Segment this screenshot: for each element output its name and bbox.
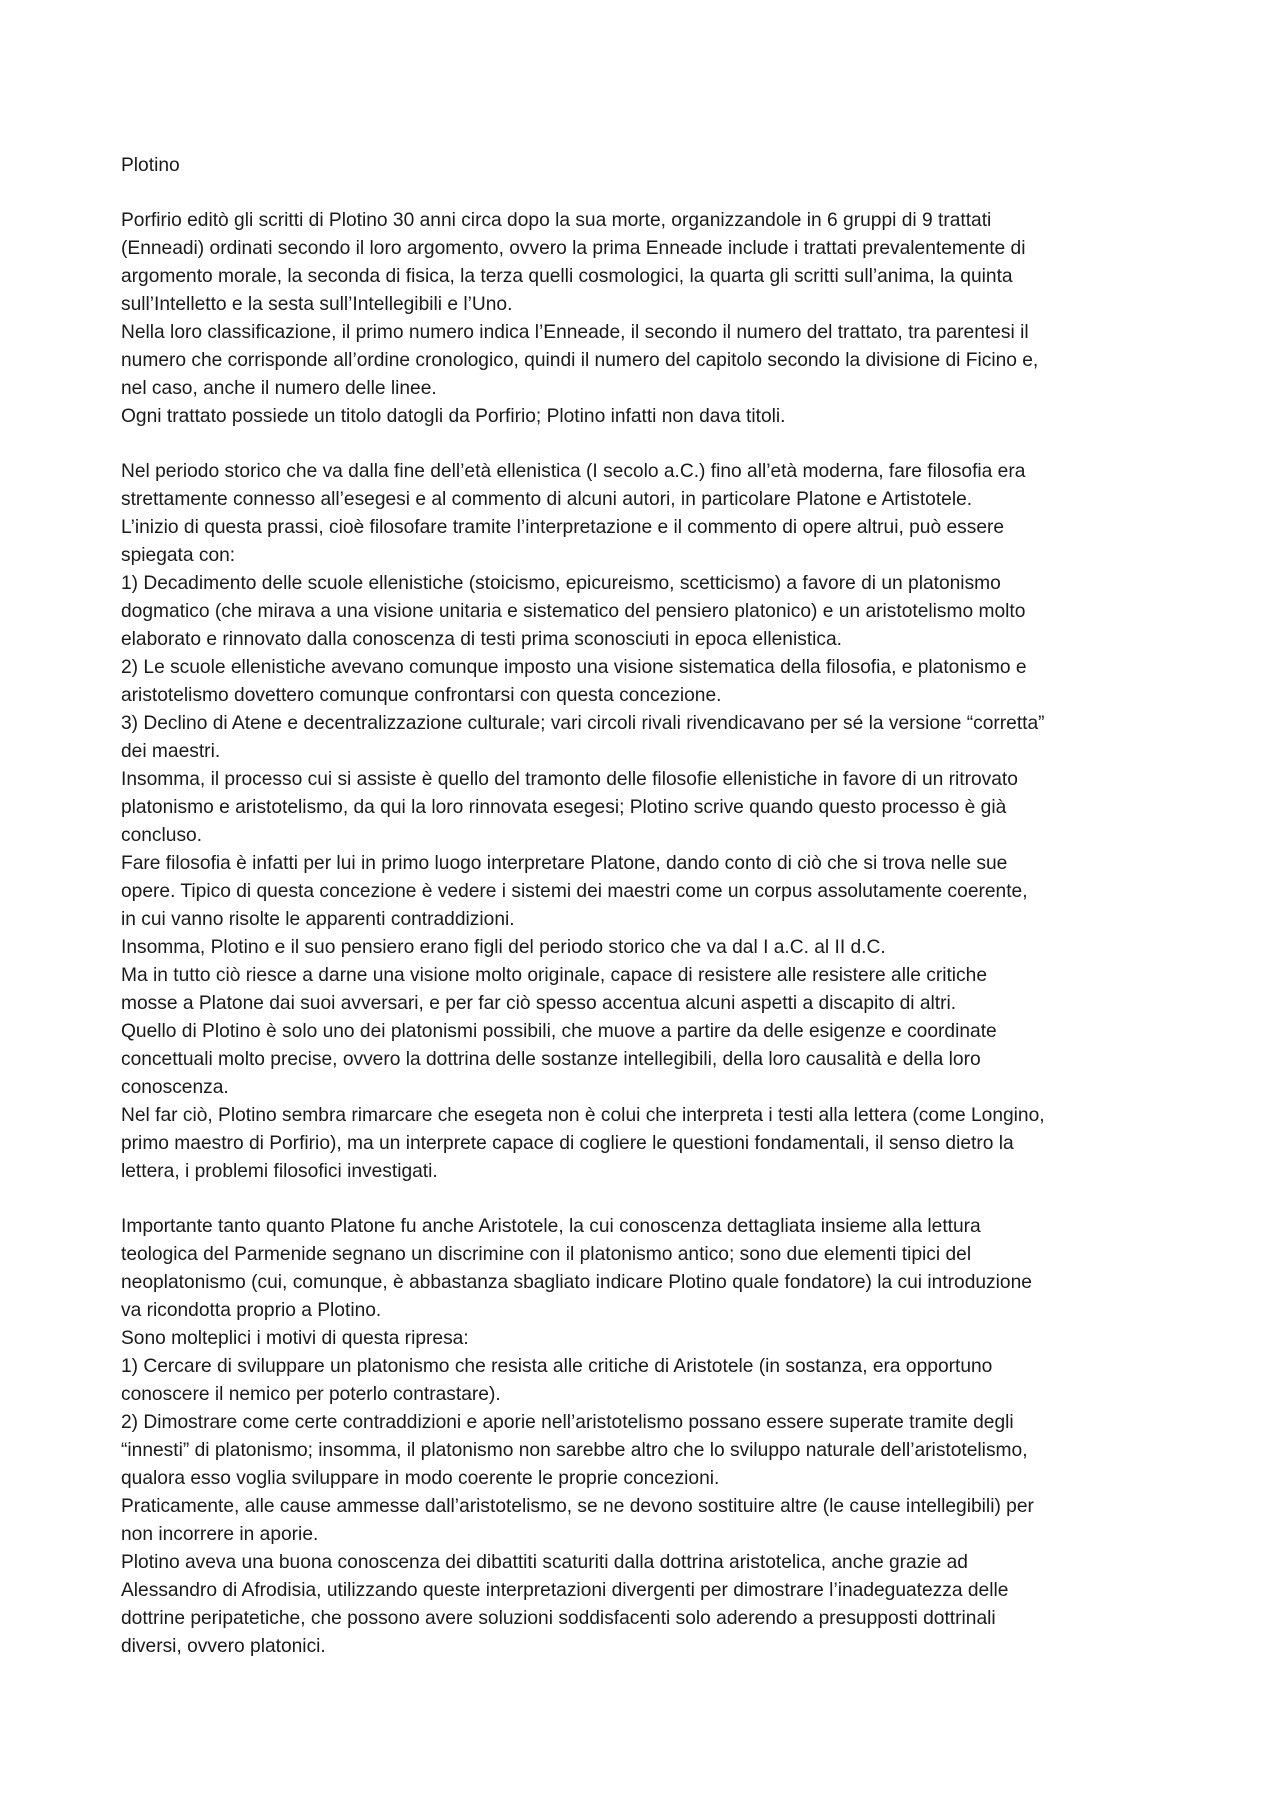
text-line: Praticamente, alle cause ammesse dall’aristotelismo, se ne devono sostituire altre (le cause intellegibili) per (121, 1496, 1034, 1517)
text-line: 1) Cercare di sviluppare un platonismo che resista alle critiche di Aristotele (in sostanza, era opportuno (121, 1356, 993, 1377)
text-line: Nel periodo storico che va dalla fine dell’età ellenistica (I secolo a.C.) fino all’età moderna, fare filosofia era (121, 461, 1026, 482)
text-line: non incorrere in aporie. (121, 1524, 319, 1545)
text-line: 2) Dimostrare come certe contraddizioni e aporie nell’aristotelismo possano essere superate tramite degli (121, 1412, 1014, 1433)
text-line: neoplatonismo (cui, comunque, è abbastanza sbagliato indicare Plotino quale fondatore) la cui introduzione (121, 1272, 1032, 1293)
text-line: argomento morale, la seconda di fisica, la terza quelli cosmologici, la quarta gli scritti sull’anima, la quinta (121, 266, 1013, 287)
text-line: numero che corrisponde all’ordine cronologico, quindi il numero del capitolo secondo la divisione di Ficino e, (121, 350, 1039, 371)
text-line: elaborato e rinnovato dalla conoscenza di testi prima sconosciuti in epoca ellenistica. (121, 629, 843, 650)
text-line: L’inizio di questa prassi, cioè filosofare tramite l’interpretazione e il commento di opere altrui, può essere (121, 517, 1005, 538)
text-line: teologica del Parmenide segnano un discrimine con il platonismo antico; sono due elementi tipici del (121, 1244, 972, 1265)
text-line: spiegata con: (121, 545, 236, 566)
text-line: Importante tanto quanto Platone fu anche Aristotele, la cui conoscenza dettagliata insieme alla lettura (121, 1216, 981, 1237)
text-line: Ogni trattato possiede un titolo datogli da Porfirio; Plotino infatti non dava titoli. (121, 406, 786, 427)
text-line: sull’Intelletto e la sesta sull’Intellegibili e l’Uno. (121, 294, 513, 315)
text-line: qualora esso voglia sviluppare in modo coerente le proprie concezioni. (121, 1468, 720, 1489)
text-line: platonismo e aristotelismo, da qui la loro rinnovata esegesi; Plotino scrive quando questo processo è già (121, 797, 1007, 818)
text-line: concluso. (121, 825, 203, 846)
text-line: conoscere il nemico per poterlo contrastare). (121, 1384, 501, 1405)
document-sections (121, 207, 1171, 1661)
text-line: dottrine peripatetiche, che possono avere soluzioni soddisfacenti solo aderendo a presupposti dottrinali (121, 1608, 996, 1629)
text-line: Nel far ciò, Plotino sembra rimarcare che esegeta non è colui che interpreta i testi alla lettera (come Longino, (121, 1105, 1045, 1126)
text-line: nel caso, anche il numero delle linee. (121, 378, 437, 399)
text-line: Porfirio editò gli scritti di Plotino 30 anni circa dopo la sua morte, organizzandole in 6 gruppi di 9 trattati (121, 210, 992, 231)
text-line: Insomma, Plotino e il suo pensiero erano figli del periodo storico che va dal I a.C. al II d.C. (121, 937, 886, 958)
text-line: Plotino aveva una buona conoscenza dei dibattiti scaturiti dalla dottrina aristotelica, anche grazie ad (121, 1552, 968, 1573)
text-line: aristotelismo dovettero comunque confrontarsi con questa concezione. (121, 685, 722, 706)
text-line: opere. Tipico di questa concezione è vedere i sistemi dei maestri come un corpus assolutamente coerente, (121, 881, 1028, 902)
text-line: Insomma, il processo cui si assiste è quello del tramonto delle filosofie ellenistiche in favore di un ritrovato (121, 769, 1018, 790)
text-line: Sono molteplici i motivi di questa ripresa: (121, 1328, 469, 1349)
text-line: conoscenza. (121, 1077, 229, 1098)
text-line: Fare filosofia è infatti per lui in primo luogo interpretare Platone, dando conto di ciò che si trova nelle sue (121, 853, 1008, 874)
text-line: “innesti” di platonismo; insomma, il platonismo non sarebbe altro che lo sviluppo naturale dell’aristotelismo, (121, 1440, 1028, 1461)
text-line: va ricondotta proprio a Plotino. (121, 1300, 382, 1321)
text-line: diversi, ovvero platonici. (121, 1636, 326, 1657)
document-title: Plotino (121, 155, 180, 176)
text-line: in cui vanno risolte le apparenti contraddizioni. (121, 909, 515, 930)
paragraph-block (121, 458, 1171, 1186)
text-line: 3) Declino di Atene e decentralizzazione culturale; vari circoli rivali rivendicavano per sé la versione “corretta” (121, 713, 1045, 734)
paragraph-block (121, 207, 1171, 431)
paragraph-block (121, 1213, 1171, 1661)
text-line: strettamente connesso all’esegesi e al commento di alcuni autori, in particolare Platone e Artistotele. (121, 489, 973, 510)
text-line: 1) Decadimento delle scuole ellenistiche (stoicismo, epicureismo, scetticismo) a favore di un platonismo (121, 573, 1001, 594)
text-line: 2) Le scuole ellenistiche avevano comunque imposto una visione sistematica della filosofia, e platonismo e (121, 657, 1027, 678)
text-line: concettuali molto precise, ovvero la dottrina delle sostanze intellegibili, della loro causalità e della loro (121, 1049, 981, 1070)
document-body (121, 152, 1171, 1688)
text-line: Nella loro classificazione, il primo numero indica l’Enneade, il secondo il numero del trattato, tra parentesi il (121, 322, 1029, 343)
text-line: lettera, i problemi filosofici investigati. (121, 1161, 438, 1182)
text-line: dogmatico (che mirava a una visione unitaria e sistematico del pensiero platonico) e un aristotelismo molto (121, 601, 1026, 622)
text-line: mosse a Platone dai suoi avversari, e per far ciò spesso accentua alcuni aspetti a discapito di altri. (121, 993, 957, 1014)
text-line: Quello di Plotino è solo uno dei platonismi possibili, che muove a partire da delle esigenze e coordinate (121, 1021, 997, 1042)
text-line: Alessandro di Afrodisia, utilizzando queste interpretazioni divergenti per dimostrare l’inadeguatezza delle (121, 1580, 1009, 1601)
text-line: primo maestro di Porfirio), ma un interprete capace di cogliere le questioni fondamentali, il senso dietro la (121, 1133, 1014, 1154)
text-line: Ma in tutto ciò riesce a darne una visione molto originale, capace di resistere alle resistere alle critiche (121, 965, 987, 986)
text-line: (Enneadi) ordinati secondo il loro argomento, ovvero la prima Enneade include i trattati prevalentemente di (121, 238, 1026, 259)
text-line: dei maestri. (121, 741, 221, 762)
